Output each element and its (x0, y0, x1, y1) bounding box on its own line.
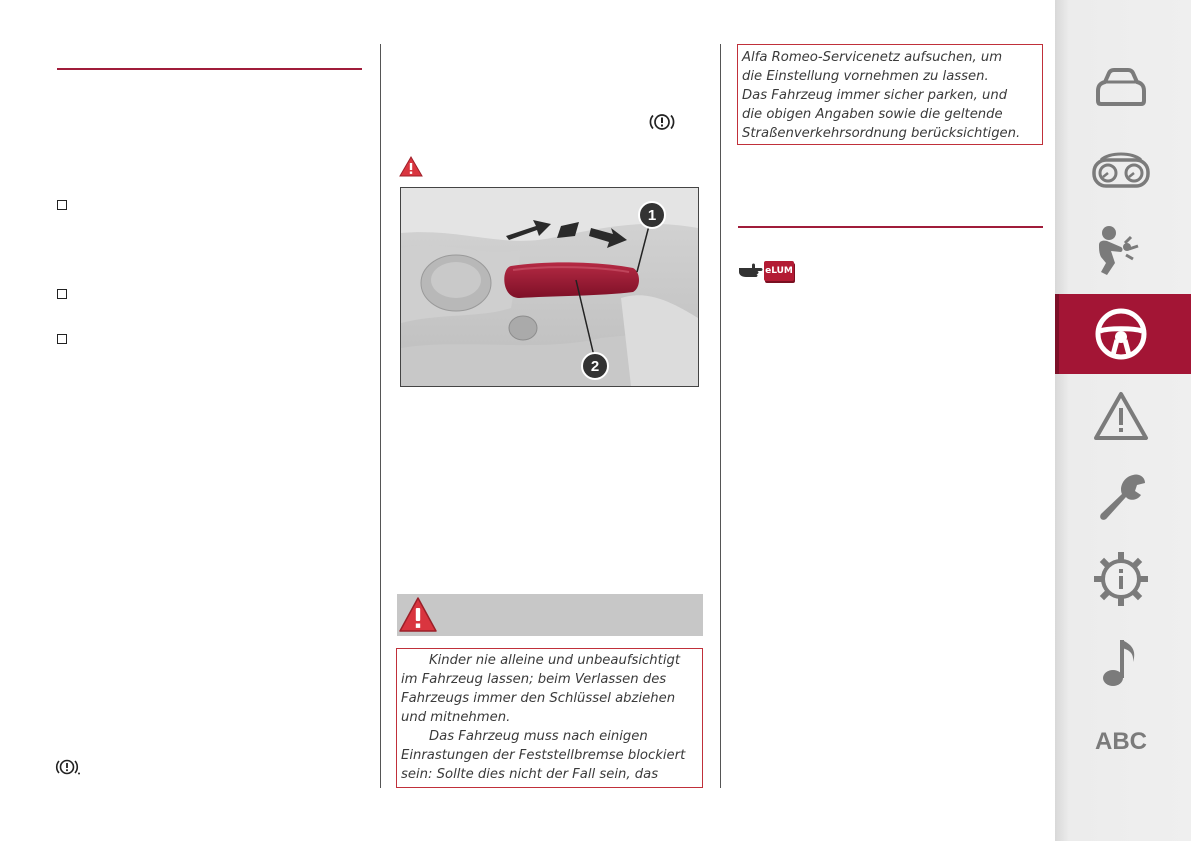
service-line-1: Alfa Romeo-Servicenetz aufsuchen, um (742, 50, 1003, 65)
sidebar-item-vehicle[interactable] (1090, 56, 1152, 118)
pointing-hand-icon (738, 262, 764, 285)
wrench-icon (1093, 471, 1149, 527)
brake-warning-icon (648, 112, 676, 137)
bullet-3 (57, 334, 67, 344)
music-note-icon (1097, 634, 1145, 690)
sidebar-item-index[interactable]: ABC (1095, 728, 1147, 755)
column-divider-2 (720, 44, 721, 788)
service-line-5: Straßenverkehrsordnung berücksichtigen. (742, 126, 1021, 141)
callout-2: 2 (581, 352, 609, 380)
bullet-2 (57, 289, 67, 299)
sidebar-item-technical-data[interactable] (1090, 548, 1152, 610)
elum-badge-label: eLUM (765, 266, 793, 276)
gear-info-icon (1092, 550, 1150, 608)
instrument-cluster-icon (1091, 148, 1151, 192)
warning-text-children: Kinder nie alleine und unbeaufsichtigt im Fahrzeug lassen; beim Verlassen des Fahrzeugs immer den Schlüssel abziehen und mitnehmen. (401, 653, 681, 725)
sidebar-item-emergency[interactable] (1090, 385, 1152, 447)
service-line-3: Das Fahrzeug immer sicher parken, und (742, 88, 1008, 103)
section-rule-left (57, 68, 362, 70)
callout-1: 1 (638, 201, 666, 229)
warning-triangle-icon (398, 596, 438, 639)
sidebar-item-maintenance[interactable] (1090, 468, 1152, 530)
warning-triangle-icon (1093, 390, 1149, 442)
section-rule-right (738, 226, 1043, 228)
bullet-1 (57, 200, 67, 210)
sidebar-item-instruments[interactable] (1090, 139, 1152, 201)
warning-header-bar (397, 594, 703, 636)
warning-box-children (396, 648, 703, 788)
parking-brake-figure (400, 187, 699, 387)
warning-box-service (737, 44, 1043, 145)
warning-triangle-small-icon (399, 156, 423, 183)
elum-badge (764, 261, 794, 281)
service-line-2: die Einstellung vornehmen zu lassen. (742, 69, 989, 84)
sidebar-item-multimedia[interactable] (1090, 631, 1152, 693)
car-icon (1092, 65, 1150, 109)
steering-wheel-icon (1093, 306, 1149, 362)
sidebar-item-driving[interactable] (1090, 303, 1152, 365)
brake-warning-icon-inline (55, 758, 81, 781)
warning-text-brake: Das Fahrzeug muss nach einigen Einrastungen der Feststellbremse blockiert sein: Sollte dies nicht der Fall sein, das (401, 729, 686, 782)
column-divider-1 (380, 44, 381, 788)
sidebar-item-safety[interactable] (1090, 220, 1152, 282)
airbag-safety-icon (1093, 223, 1149, 279)
service-line-4: die obigen Angaben sowie die geltende (742, 107, 1003, 122)
